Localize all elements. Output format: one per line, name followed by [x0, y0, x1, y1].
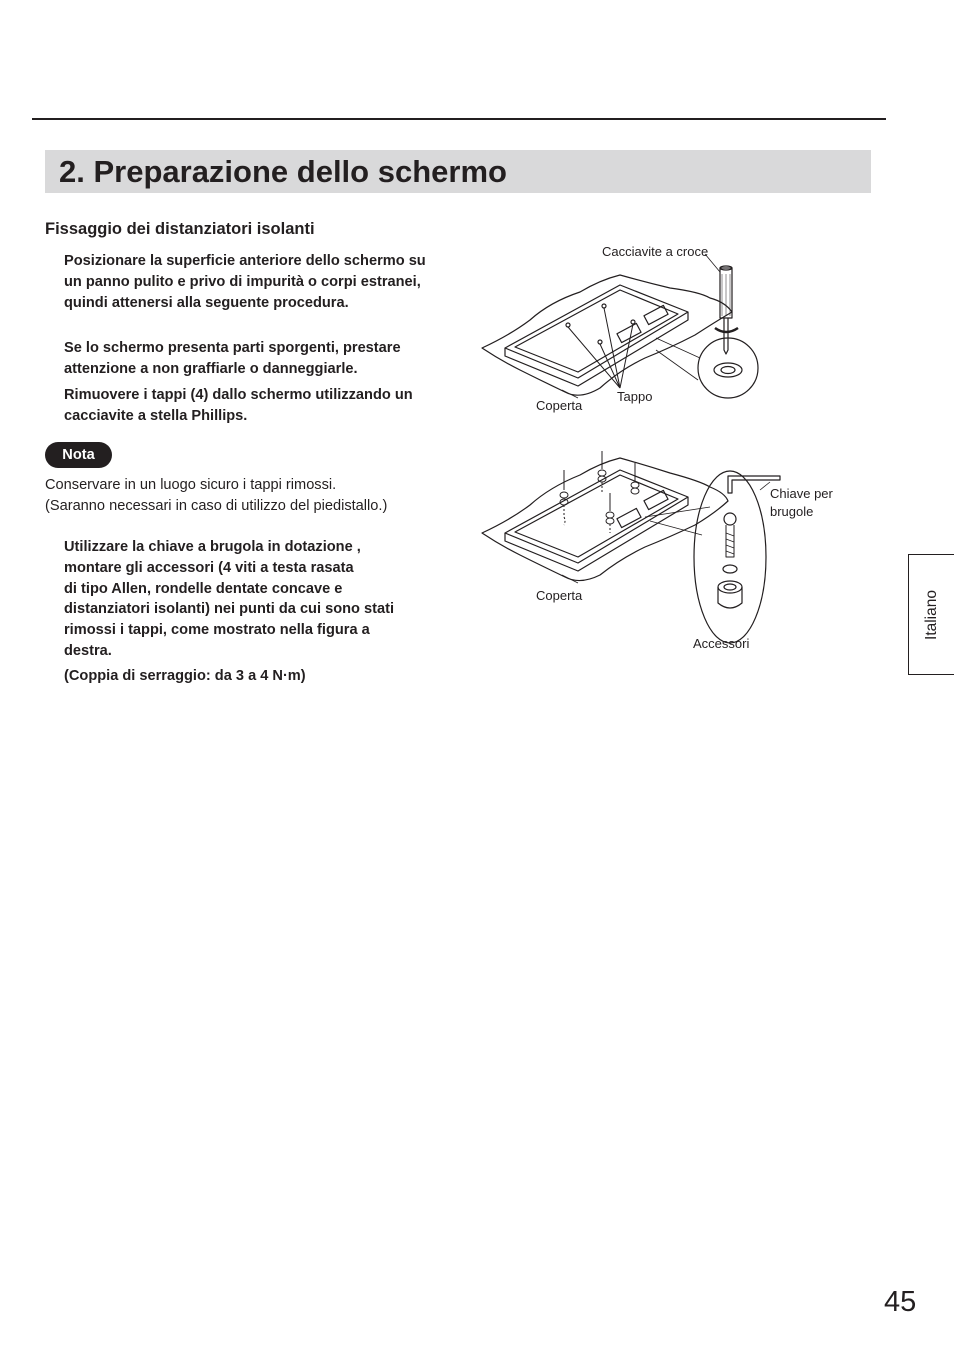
label-accessories: Accessori: [693, 636, 750, 651]
label-cap: Tappo: [617, 389, 653, 404]
screen-edge: [505, 312, 688, 386]
figure-mount-accessories: [470, 445, 790, 645]
screwdriver-tip: [724, 318, 728, 354]
torque-text: (Coppia di serraggio: da 3 a 4 N·m): [64, 668, 306, 684]
step-4-line-2: montare gli accessori (4 viti a testa rasata: [64, 559, 354, 576]
spacer-4: [606, 493, 614, 533]
language-tab: [908, 554, 954, 675]
label-cover-2: Coperta: [536, 588, 583, 603]
cap-hole: [598, 340, 602, 344]
note-text: [45, 475, 445, 517]
page-title: 2. Preparazione dello schermo: [59, 154, 507, 189]
step-4-line-3: di tipo Allen, rondelle dentate concave e: [64, 580, 343, 597]
label-wrench-2: brugole: [770, 504, 814, 519]
screen-back: [505, 470, 688, 563]
label-cover-1: Coperta: [536, 398, 583, 413]
wrench-leader: [760, 482, 770, 490]
screw-head: [724, 513, 736, 525]
bracket-2: [617, 508, 641, 527]
title-bar: [45, 150, 871, 193]
note-line-2: (Saranno necessari in caso di utilizzo del piedistallo.): [45, 497, 388, 514]
label-screwdriver: Cacciavite a croce: [602, 244, 709, 259]
lock-washer: [723, 565, 737, 573]
cap-hole: [602, 304, 606, 308]
step-3-text: Rimuovere i tappi (4) dallo schermo utilizzando un cacciavite a stella Phillips.: [64, 387, 413, 424]
step-1-text: Posizionare la superficie anteriore dello schermo su un panno pulito e privo di impurità o corpi estranei, quindi attenersi alla seguente procedura.: [64, 253, 426, 311]
zoom-lines: [656, 338, 700, 380]
page-number: 45: [884, 1286, 917, 1318]
spacer-hole: [724, 584, 736, 590]
spacer-3: [631, 463, 639, 494]
step-4-line-4: distanziatori isolanti) nei punti da cui sono stati: [64, 601, 395, 618]
zoom-cap-inner: [721, 367, 735, 374]
step-4-line-1: Utilizzare la chiave a brugola in dotazione ,: [64, 539, 361, 555]
screen-back: [505, 285, 688, 378]
cap-hole: [566, 323, 570, 327]
step-2-text: Se lo schermo presenta parti sporgenti, prestare attenzione a non graffiarle o danneggiarle.: [64, 340, 401, 377]
cap-hole: [631, 320, 635, 324]
note-line-1: Conservare in un luogo sicuro i tappi rimossi.: [45, 477, 337, 493]
language-label: Italiano: [922, 589, 940, 640]
spacer-1: [560, 470, 568, 525]
step-4-text: [64, 537, 436, 662]
screen-edge: [505, 497, 688, 571]
section-heading: Fissaggio dei distanziatori isolanti: [45, 220, 315, 238]
cap-leader-lines: [568, 308, 633, 388]
step-4-line-5: rimossi i tappi, come mostrato nella figura a: [64, 622, 370, 639]
step-4-line-6: destra.: [64, 642, 112, 659]
zoom-cap: [714, 363, 742, 377]
screw-thread: [726, 533, 734, 554]
cloth-leader: [562, 575, 578, 583]
spacer-top: [718, 581, 742, 593]
rotation-arrow: [715, 328, 738, 332]
label-wrench-1: Chiave per: [770, 486, 833, 501]
bracket-2: [617, 323, 641, 342]
top-rule: [32, 118, 886, 120]
screwdriver-bits: [722, 274, 730, 316]
note-badge: Nota: [45, 442, 112, 468]
